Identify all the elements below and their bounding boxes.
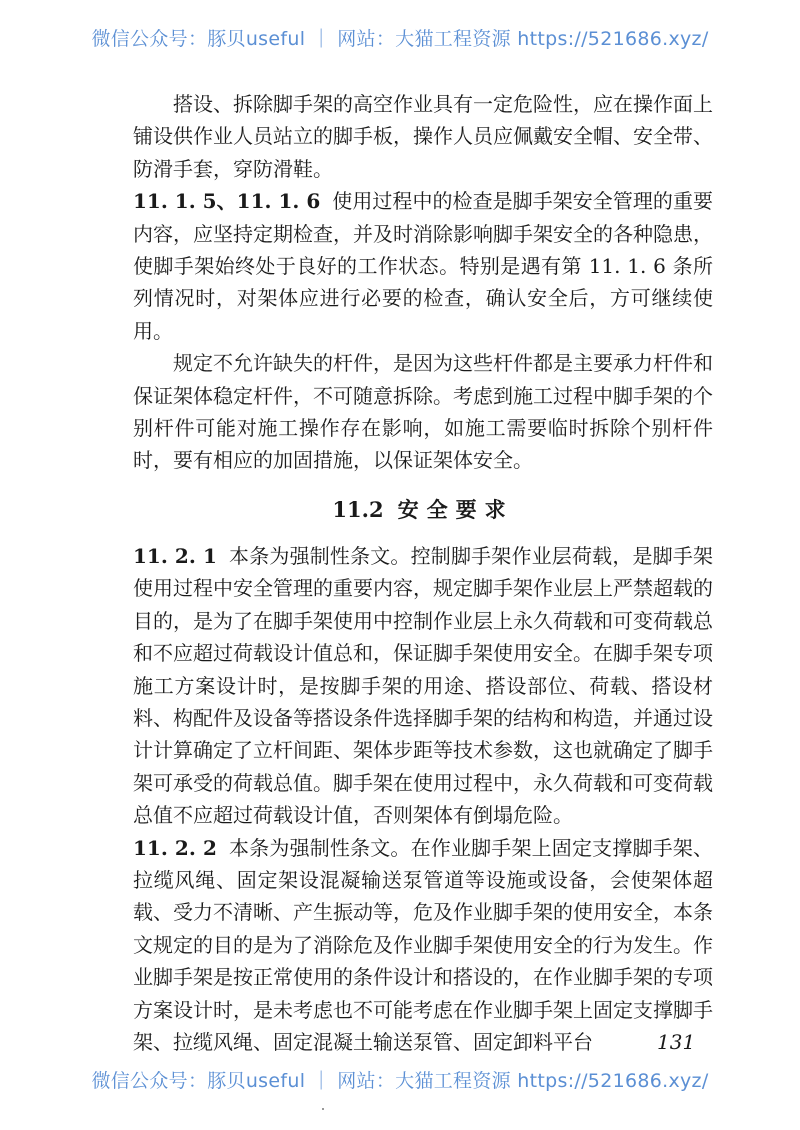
section-title: 安全要求 bbox=[397, 496, 514, 522]
section-number: 11.2 bbox=[332, 496, 384, 522]
paragraph-missing-members: 规定不允许缺失的杆件，是因为这些杆件都是主要承力杆件和保证架体稳定杆件，不可随意拆除。考虑到施工过程中脚手架的个别杆件可能对施工操作存在影响，如施工需要临时拆除个别杆件时，要有相应的加固措施，以保证架体安全。 bbox=[133, 351, 713, 473]
clause-11-1-5 bbox=[133, 185, 713, 347]
section-heading bbox=[133, 495, 713, 525]
clause-number: 11. 1. 5、11. 1. 6 bbox=[133, 189, 321, 214]
clause-11-2-2 bbox=[133, 832, 713, 1059]
page-number: 131 bbox=[657, 1030, 696, 1054]
clause-text: 本条为强制性条文。控制脚手架作业层荷载，是脚手架使用过程中安全管理的重要内容，规定脚手架作业层上严禁超载的目的，是为了在脚手架使用中控制作业层上永久荷载和可变荷载总和不应超过荷载设计值总和，保证脚手架使用安全。在脚手架专项施工方案设计时，是按脚手架的用途、搭设部位、荷载、搭设材料、构配件及设备等搭设条件选择脚手架的结构和构造，并通过设计计算确定了立杆间距、架体步距等技术参数，这也就确定了脚手架可承受的荷载总值。脚手架在使用过程中，永久荷载和可变荷载总值不应超过荷载设计值，否则架体有倒塌危险。 bbox=[133, 543, 714, 828]
document-page bbox=[133, 88, 713, 1058]
clause-text: 使用过程中的检查是脚手架安全管理的重要内容，应坚持定期检查，并及时消除影响脚手架安全的各种隐患，使脚手架始终处于良好的工作状态。特别是遇有第 11. 1. 6 条所列情况时，对架体应进行必要的检查，确认安全后，方可继续使用。 bbox=[133, 189, 714, 343]
watermark-top: 微信公众号：豚贝useful ｜ 网站：大猫工程资源 https://521686.xyz/ bbox=[91, 28, 709, 50]
clause-text: 本条为强制性条文。在作业脚手架上固定支撑脚手架、拉缆风绳、固定架设混凝输送泵管道等设施或设备，会使架体超载、受力不清晰、产生振动等，危及作业脚手架的使用安全，本条文规定的目的是为了消除危及作业脚手架使用安全的行为发生。作业脚手架是按正常使用的条件设计和搭设的，在作业脚手架的专项方案设计时，是未考虑也不可能考虑在作业脚手架上固定支撑脚手架、拉缆风绳、固定混凝土输送泵管、固定卸料平台 bbox=[133, 835, 714, 1054]
clause-number: 11. 2. 1 bbox=[133, 543, 217, 568]
scan-dot bbox=[322, 1108, 324, 1110]
paragraph-scaffold-safety: 搭设、拆除脚手架的高空作业具有一定危险性，应在操作面上铺设供作业人员站立的脚手板，操作人员应佩戴安全帽、安全带、防滑手套，穿防滑鞋。 bbox=[133, 92, 713, 181]
watermark-bottom: 微信公众号：豚贝useful ｜ 网站：大猫工程资源 https://521686.xyz/ bbox=[91, 1070, 709, 1092]
clause-number: 11. 2. 2 bbox=[133, 835, 217, 860]
clause-11-2-1 bbox=[133, 540, 713, 832]
